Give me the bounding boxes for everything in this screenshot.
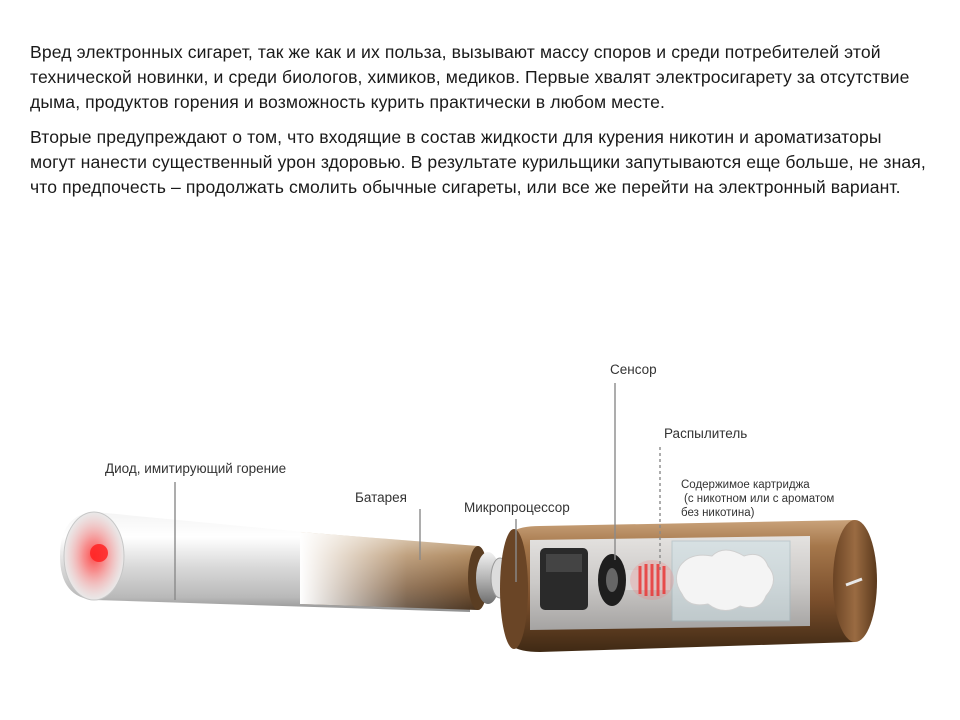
- label-cartridge-line-3: без никотина): [681, 507, 755, 519]
- label-diode: Диод, имитирующий горение: [105, 461, 287, 476]
- label-battery: Батарея: [355, 490, 407, 505]
- paragraph-2: Вторые предупреждают о том, что входящие в состав жидкости для курения никотин и ароматизаторы могут нанести существенный урон здоровью. В результате курильщики запутываются еще больше, не зная, что предпочесть – продолжать смолить обычные сигареты, или все же перейти на электронный вариант.: [30, 127, 926, 197]
- label-sensor: Сенсор: [610, 362, 657, 377]
- label-cartridge-line-2: (с никотном или с ароматом: [684, 493, 835, 505]
- label-atomizer: Распылитель: [664, 426, 748, 441]
- sensor: [598, 554, 626, 606]
- label-cartridge: [681, 478, 834, 520]
- microprocessor: [540, 548, 588, 610]
- cartridge-filler: [676, 550, 773, 611]
- battery: [300, 532, 509, 610]
- label-microprocessor: Микропроцессор: [464, 500, 570, 515]
- led-diode: [90, 544, 108, 562]
- label-cartridge-line-1: Содержимое картриджа: [681, 479, 810, 491]
- paragraph-1: Вред электронных сигарет, так же как и их польза, вызывают массу споров и среди потребителей этой технической новинки, и среди биологов, химиков, медиков. Первые хвалят электросигарету за отсутствие дыма, продуктов горения и возможность курить практически в любом месте.: [30, 42, 910, 112]
